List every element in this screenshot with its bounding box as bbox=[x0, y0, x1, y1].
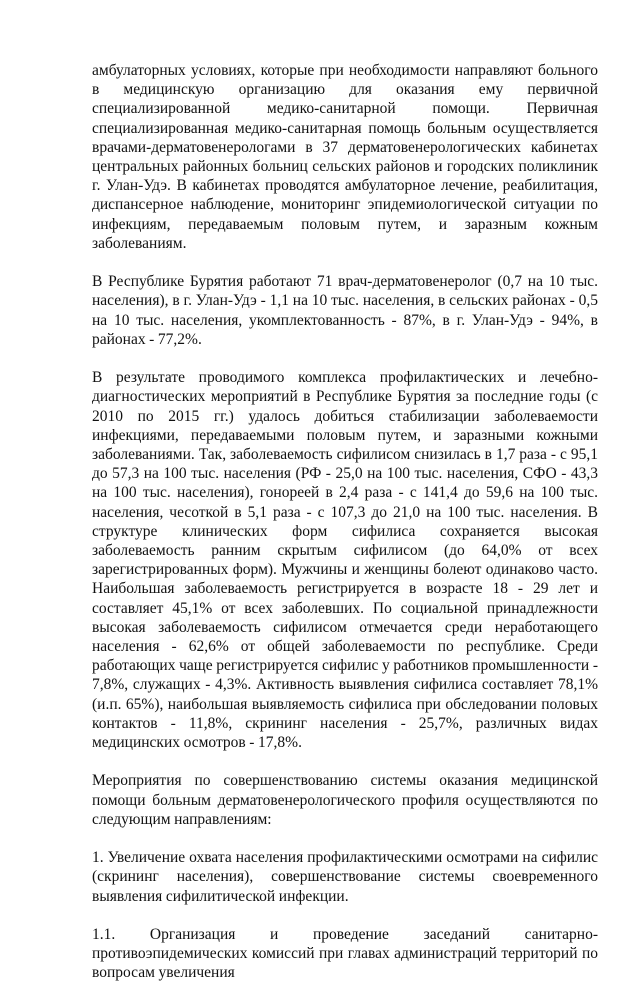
paragraph-item-1-1: 1.1. Организация и проведение заседаний санитарно-противоэпидемических комиссий при главах администраций территорий по вопросам увеличения bbox=[92, 926, 598, 982]
paragraph-morbidity-results: В результате проводимого комплекса профилактических и лечебно-диагностических мероприятий в Республике Бурятия за последние годы (с 2010 по 2015 гг.) удалось добиться стабилизации заболеваемости инфекциями, передаваемыми половым путем, и заразными кожными заболеваниями. Так, заболеваемость сифилисом снизилась в 1,7 раза - с 95,1 до 57,3 на 100 тыс. населения (РФ - 25,0 на 100 тыс. населения, СФО - 43,3 на 100 тыс. населения), гонореей в 2,4 раза - с 141,4 до 59,6 на 100 тыс. населения, чесоткой в 5,1 раза - с 107,3 до 21,0 на 100 тыс. населения. В структуре клинических форм сифилиса сохраняется высокая заболеваемость ранним скрытым сифилисом (до 64,0% от всех зарегистрированных форм). Мужчины и женщины болеют одинаково часто. Наибольшая заболеваемость регистрируется в возрасте 18 - 29 лет и составляет 45,1% от всех заболевших. По социальной принадлежности высокая заболеваемость сифилисом отмечается среди неработающего населения - 62,6% от общей заболеваемости по республике. Среди работающих чаще регистрируется сифилис у работников промышленности - 7,8%, служащих - 4,3%. Активность выявления сифилиса составляет 78,1% (и.п. 65%), наибольшая выявляемость сифилиса при обследовании половых контактов - 11,8%, скрининг населения - 25,7%, различных видах медицинских осмотров - 17,8%. bbox=[92, 369, 598, 752]
paragraph-ambulatory-care: амбулаторных условиях, которые при необходимости направляют больного в медицинскую организацию для оказания ему первичной специализированной медико-санитарной помощи. Первичная специализированная медико-санитарная помощь больным осуществляется врачами-дерматовенерологами в 37 дерматовенерологических кабинетах центральных районных больниц сельских районов и городских поликлиник г. Улан-Удэ. В кабинетах проводятся амбулаторное лечение, реабилитация, диспансерное наблюдение, мониторинг эпидемиологической ситуации по инфекциям, передаваемым половым путем, и заразным кожным заболеваниям. bbox=[92, 62, 598, 252]
paragraph-staffing: В Республике Бурятия работают 71 врач-дерматовенеролог (0,7 на 10 тыс. населения), в г. Улан-Удэ - 1,1 на 10 тыс. населения, в сельских районах - 0,5 на 10 тыс. населения, укомплектованность - 87%, в г. Улан-Удэ - 94%, в районах - 77,2%. bbox=[92, 273, 598, 348]
paragraph-item-1: 1. Увеличение охвата населения профилактическими осмотрами на сифилис (скрининг населения), совершенствование системы своевременного выявления сифилитической инфекции. bbox=[92, 849, 598, 905]
paragraph-measures-intro: Мероприятия по совершенствованию системы оказания медицинской помощи больным дерматовенерологического профиля осуществляются по следующим направлениям: bbox=[92, 772, 598, 828]
